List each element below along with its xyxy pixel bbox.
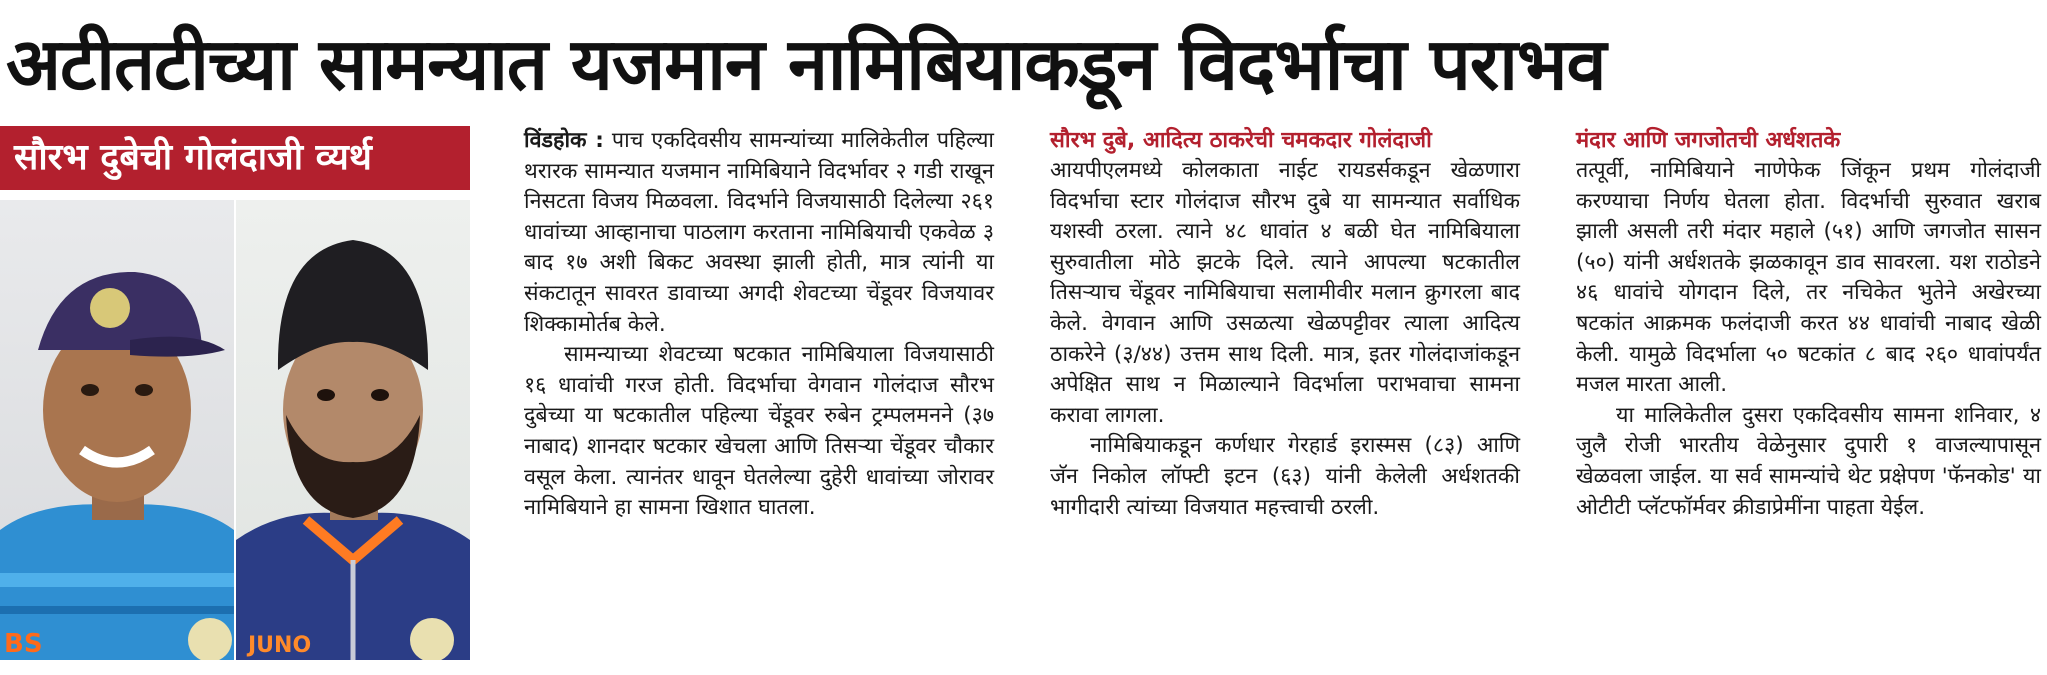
col2-paragraph-1: आयपीएलमध्ये कोलकाता नाईट रायडर्सकडून खेळणारा विदर्भाचा स्टार गोलंदाज सौरभ दुबे या सामन्यात सर्वाधिक यशस्वी ठरला. त्याने ४८ धावांत ४ बळी घेत नामिबियाला सुरुवातीला मोठे झटके दिले. त्याने आपल्या षटकातील तिसऱ्याच चेंडूवर नामिबियाचा सलामीवीर मलान क्रुगरला बाद केले. वेगवान आणि उसळत्या खेळपट्टीवर त्याला आदित्य ठाकरेने (३/४४) उत्तम साथ दिली. मात्र, इतर गोलंदाजांकडून अपेक्षित साथ न मिळाल्याने विदर्भाला पराभवाचा सामना करावा लागला. bbox=[1050, 158, 1520, 428]
player-left-illustration bbox=[0, 200, 234, 660]
headline: अटीतटीच्या सामन्यात यजमान नामिबियाकडून विदर्भाचा पराभव bbox=[6, 22, 1606, 106]
player-photo-right bbox=[236, 200, 470, 660]
player-right-illustration bbox=[236, 200, 470, 660]
jersey-text-left: BS bbox=[4, 629, 43, 659]
jersey-text-right: JUNO bbox=[248, 633, 312, 658]
article-column-2 bbox=[1050, 126, 1520, 523]
col1-paragraph-2: सामन्याच्या शेवटच्या षटकात नामिबियाला विजयासाठी १६ धावांची गरज होती. विदर्भाचा वेगवान गोलंदाज सौरभ दुबेच्या या षटकातील पहिल्या चेंडूवर रुबेन ट्रम्पलमनने (३७ नाबाद) शानदार षटकार खेचला आणि तिसऱ्या चेंडूवर चौकार वसूल केला. त्यानंतर धावून घेतलेल्या दुहेरी धावांच्या जोरावर नामिबियाने हा सामना खिशात घातला. bbox=[524, 342, 994, 521]
subhead-banner: सौरभ दुबेची गोलंदाजी व्यर्थ bbox=[0, 126, 470, 190]
col3-paragraph-1: तत्पूर्वी, नामिबियाने नाणेफेक जिंकून प्रथम गोलंदाजी करण्याचा निर्णय घेतला होता. विदर्भाची सुरुवात खराब झाली असली तरी मंदार महाले (५१) आणि जगजोत सासन (५०) यांनी अर्धशतके झळकावून डाव सावरला. यश राठोडने ४६ धावांचे योगदान दिले, तर नचिकेत भुतेने अखेरच्या षटकांत आक्रमक फलंदाजी करत ४४ धावांची नाबाद खेळी केली. यामुळे विदर्भाला ५० षटकांत ८ बाद २६० धावांपर्यंत मजल मारता आली. bbox=[1576, 158, 2041, 398]
col2-paragraph-2: नामिबियाकडून कर्णधार गेरहार्ड इरास्मस (८३) आणि जॅन निकोल लॉफ्टी इटन (६३) यांनी केलेली अर्धशतकी भागीदारी त्यांच्या विजयात महत्त्वाची ठरली. bbox=[1050, 433, 1520, 520]
col2-heading: सौरभ दुबे, आदित्य ठाकरेची चमकदार गोलंदाजी bbox=[1050, 128, 1432, 153]
article-column-3 bbox=[1576, 126, 2041, 523]
col3-paragraph-2: या मालिकेतील दुसरा एकदिवसीय सामना शनिवार, ४ जुलै रोजी भारतीय वेळेनुसार दुपारी १ वाजल्यापासून खेळवला जाईल. या सर्व सामन्यांचे थेट प्रक्षेपण 'फॅनकोड' या ओटीटी प्लॅटफॉर्मवर क्रीडाप्रेमींना पाहता येईल. bbox=[1576, 402, 2041, 520]
col3-heading: मंदार आणि जगजोतची अर्धशतके bbox=[1576, 128, 1841, 153]
col1-paragraph-1-text: पाच एकदिवसीय सामन्यांच्या मालिकेतील पहिल्या थरारक सामन्यात यजमान नामिबियाने विदर्भावर २ गडी राखून निसटता विजय मिळवला. विदर्भाने विजयासाठी दिलेल्या २६१ धावांच्या आव्हानाचा पाठलाग करताना नामिबियाची एकवेळ ३ बाद १७ अशी बिकट अवस्था झाली होती, मात्र त्यांनी या संकटातून सावरत डावाच्या अगदी शेवटच्या चेंडूवर विजयावर शिक्कामोर्तब केले. bbox=[524, 128, 994, 337]
col1-paragraph-1 bbox=[524, 126, 994, 340]
article-column-1 bbox=[524, 126, 994, 524]
player-photo-left bbox=[0, 200, 234, 660]
dateline: विंडहोक : bbox=[524, 128, 604, 153]
